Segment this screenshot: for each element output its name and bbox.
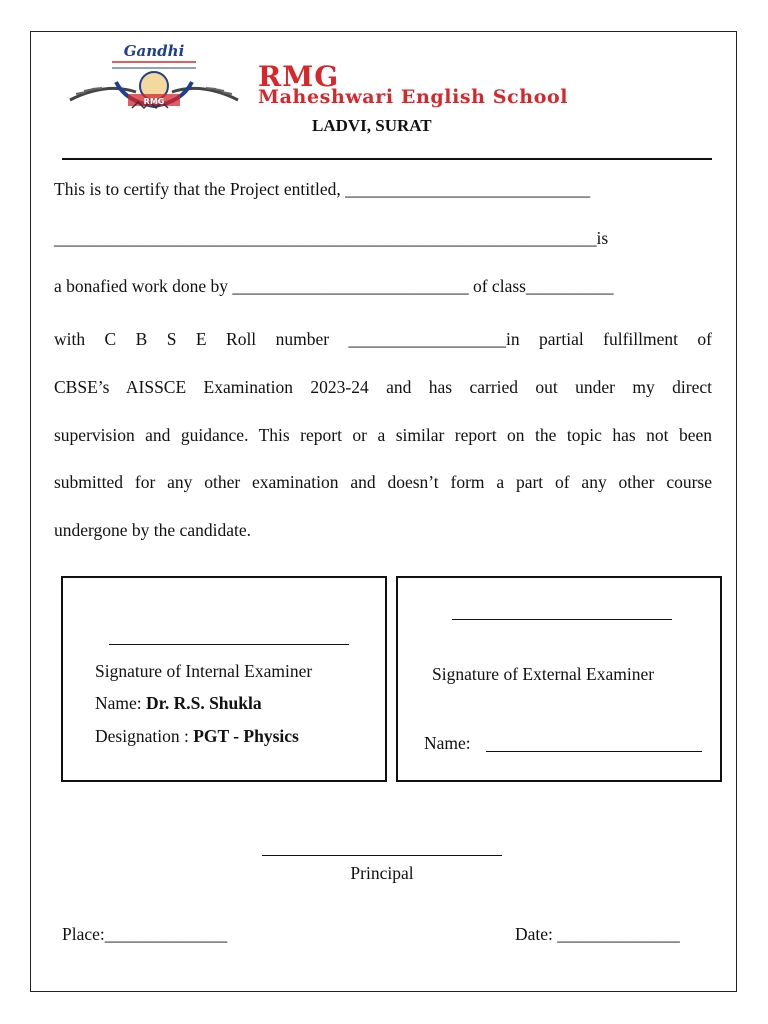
project-title-blank: ____________________________ — [345, 179, 591, 199]
internal-signature-label: Signature of Internal Examiner — [95, 661, 313, 681]
of-class-text: of class — [468, 276, 526, 296]
student-name-blank: ___________________________ — [232, 276, 469, 296]
header-divider — [62, 158, 712, 160]
internal-name-row — [95, 692, 262, 714]
class-blank: __________ — [525, 276, 614, 296]
certify-line-1 — [54, 178, 714, 200]
external-signature-line — [452, 619, 672, 620]
certify-text: This is to certify that the Project entitled, — [54, 179, 346, 199]
external-name-line — [486, 751, 702, 752]
internal-signature-line — [109, 644, 349, 645]
logo-badge-text: RMG — [143, 97, 165, 106]
internal-designation-value: PGT - Physics — [193, 726, 299, 746]
internal-designation-label: Designation : — [95, 726, 194, 746]
internal-examiner-box — [61, 576, 387, 782]
external-signature-label: Signature of External Examiner — [432, 664, 655, 684]
place-label: Place: — [62, 924, 105, 944]
certify-line-8: undergone by the candidate. — [54, 520, 251, 540]
place-blank: ______________ — [104, 924, 228, 944]
internal-name-value: Dr. R.S. Shukla — [146, 693, 262, 713]
internal-designation-row — [95, 725, 299, 747]
page-border — [30, 31, 737, 992]
project-title-blank-2: ______________________________________________________________ — [54, 228, 597, 248]
date-label: Date: — [515, 924, 558, 944]
logo-script-text: Gandhi — [123, 42, 185, 60]
certify-line-6: supervision and guidance. This report or a similar report on the topic has not been — [54, 425, 712, 445]
certify-line-5: CBSE’s AISSCE Examination 2023-24 and has carried out under my direct — [54, 377, 712, 397]
certify-line-7: submitted for any other examination and doesn’t form a part of any other course — [54, 472, 712, 492]
fulfillment-text: in partial fulfillment of — [505, 329, 713, 349]
is-text: is — [596, 228, 609, 248]
certify-line-4 — [54, 328, 712, 350]
place-row — [62, 923, 227, 945]
external-name-label: Name: — [424, 733, 471, 753]
bonafied-text: a bonafied work done by — [54, 276, 233, 296]
certify-line-3 — [54, 275, 714, 297]
internal-name-label: Name: — [95, 693, 147, 713]
date-blank: ______________ — [557, 924, 680, 944]
certify-line-2 — [54, 227, 714, 249]
roll-number-text: with C B S E Roll number — [54, 329, 349, 349]
school-logo — [66, 42, 242, 114]
date-row — [515, 923, 680, 945]
external-examiner-box — [396, 576, 722, 782]
brand-subtitle: Maheshwari English School — [258, 86, 569, 108]
roll-number-blank: __________________ — [348, 329, 506, 349]
school-location: LADVI, SURAT — [312, 116, 432, 135]
principal-label: Principal — [350, 863, 414, 883]
brand-title: RMG — [258, 60, 340, 93]
principal-signature-line — [262, 855, 502, 856]
